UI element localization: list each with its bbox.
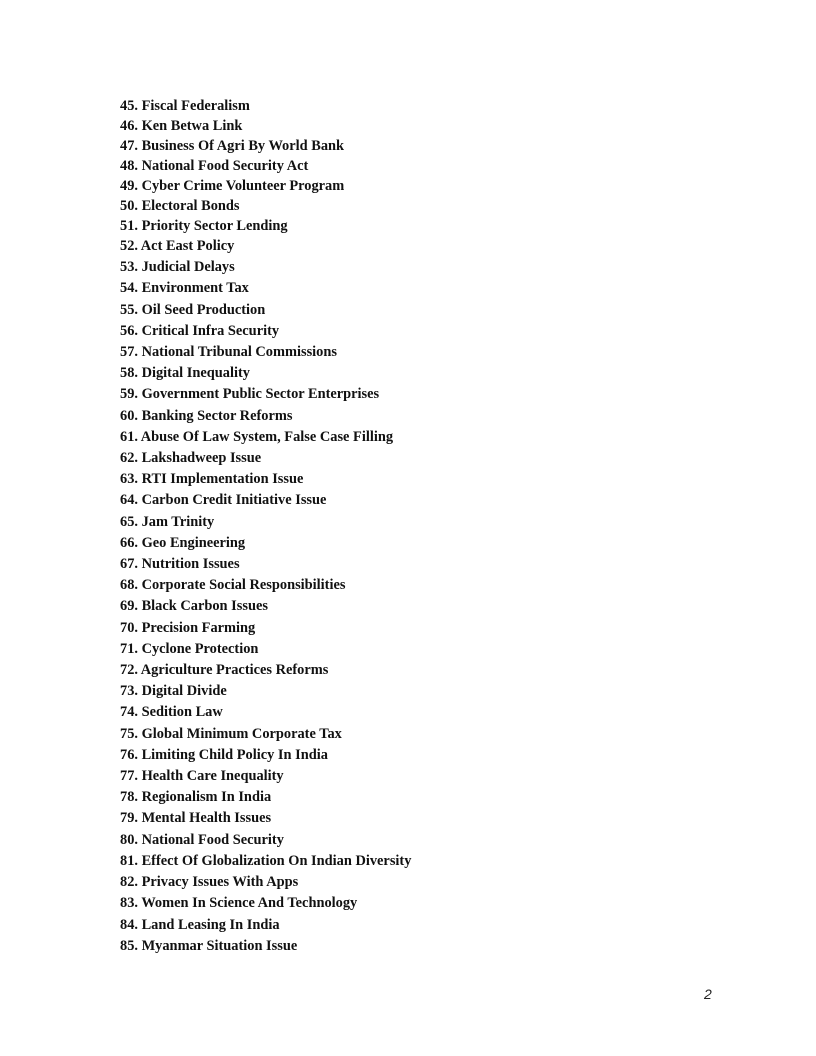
list-item: 60. Banking Sector Reforms: [120, 407, 293, 424]
list-item: 52. Act East Policy: [120, 238, 235, 254]
list-item: 56. Critical Infra Security: [120, 322, 280, 339]
list-item: 83. Women In Science And Technology: [120, 895, 358, 912]
list-item: 85. Myanmar Situation Issue: [120, 937, 298, 954]
list-item: 53. Judicial Delays: [120, 259, 235, 276]
list-item: 78. Regionalism In India: [120, 789, 272, 806]
list-item: 50. Electoral Bonds: [120, 198, 240, 214]
list-item: 66. Geo Engineering: [120, 534, 246, 551]
list-item: 82. Privacy Issues With Apps: [120, 874, 299, 891]
list-item: 76. Limiting Child Policy In India: [120, 746, 328, 763]
list-item: 54. Environment Tax: [120, 280, 249, 297]
list-item: 47. Business Of Agri By World Bank: [120, 138, 345, 154]
list-item: 73. Digital Divide: [120, 683, 227, 700]
list-item: 80. National Food Security: [120, 831, 284, 848]
list-item: 51. Priority Sector Lending: [120, 218, 288, 234]
list-item: 84. Land Leasing In India: [120, 916, 280, 933]
list-item: 46. Ken Betwa Link: [120, 118, 243, 134]
list-item: 59. Government Public Sector Enterprises: [120, 386, 380, 403]
list-item: 61. Abuse Of Law System, False Case Filling: [120, 428, 394, 445]
list-item: 72. Agriculture Practices Reforms: [120, 662, 329, 679]
list-item: 77. Health Care Inequality: [120, 768, 284, 785]
page-number: 2: [704, 986, 712, 1002]
list-item: 62. Lakshadweep Issue: [120, 450, 262, 467]
topic-list: [120, 96, 720, 957]
list-item: 45. Fiscal Federalism: [120, 98, 250, 114]
list-item: 75. Global Minimum Corporate Tax: [120, 725, 342, 742]
list-item: 57. National Tribunal Commissions: [120, 344, 337, 361]
list-item: 74. Sedition Law: [120, 704, 223, 721]
list-item: 70. Precision Farming: [120, 619, 256, 636]
list-item: 58. Digital Inequality: [120, 365, 250, 382]
list-item: 65. Jam Trinity: [120, 513, 215, 530]
list-item: 71. Cyclone Protection: [120, 640, 259, 657]
list-item: 68. Corporate Social Responsibilities: [120, 577, 346, 594]
list-item: 55. Oil Seed Production: [120, 301, 266, 318]
list-item: 81. Effect Of Globalization On Indian Diversity: [120, 852, 412, 869]
list-item: 49. Cyber Crime Volunteer Program: [120, 178, 345, 194]
list-item: 67. Nutrition Issues: [120, 556, 240, 573]
list-item: 63. RTI Implementation Issue: [120, 471, 304, 488]
list-item: 79. Mental Health Issues: [120, 810, 272, 827]
list-item: 69. Black Carbon Issues: [120, 598, 268, 615]
list-item: 64. Carbon Credit Initiative Issue: [120, 492, 327, 509]
list-item: 48. National Food Security Act: [120, 158, 309, 174]
